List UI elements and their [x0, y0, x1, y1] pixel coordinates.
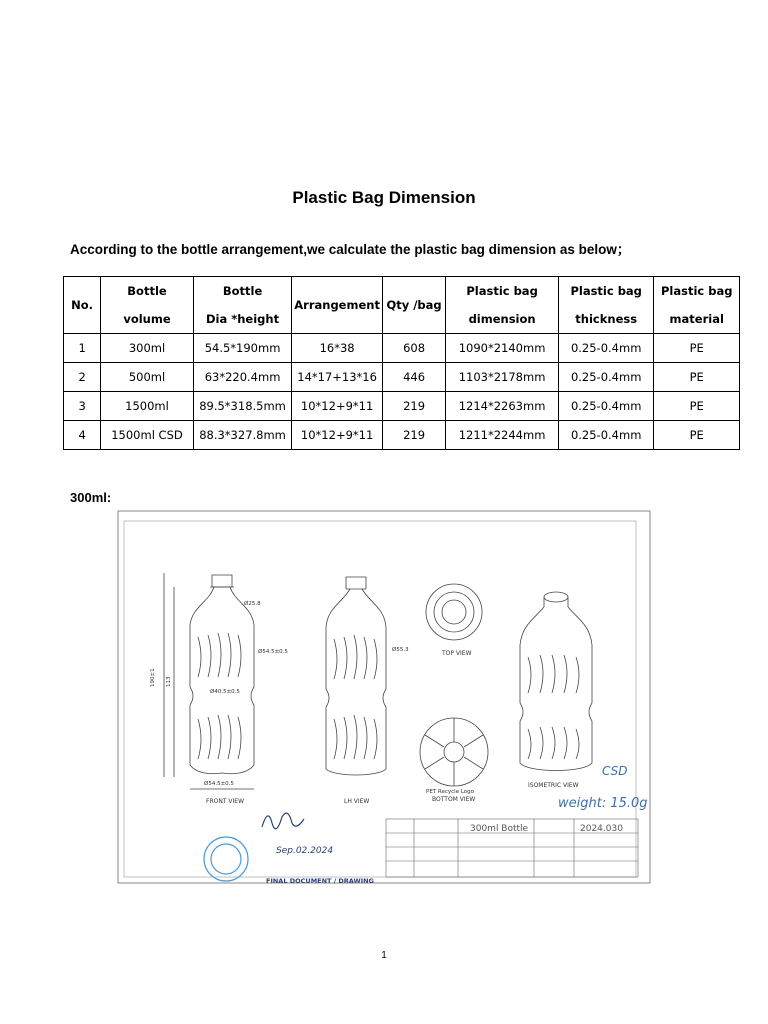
bottom-view-label: BOTTOM VIEW — [432, 796, 476, 803]
cell-no: 2 — [64, 363, 101, 392]
cell-arrangement: 10*12+9*11 — [292, 392, 383, 421]
cell-bag-thickness: 0.25-0.4mm — [558, 421, 654, 450]
table-row — [64, 421, 740, 450]
cell-arrangement: 16*38 — [292, 334, 383, 363]
dim-neck: Ø25.8 — [244, 601, 261, 607]
cell-no: 3 — [64, 392, 101, 421]
cell-dia-height: 88.3*327.8mm — [193, 421, 292, 450]
col-header-bag-thickness: Plastic bag thickness — [558, 277, 654, 334]
col-header-no: No. — [64, 277, 101, 334]
col-header-bag-material: Plastic bag material — [654, 277, 740, 334]
cell-no: 4 — [64, 421, 101, 450]
cell-bag-thickness: 0.25-0.4mm — [558, 334, 654, 363]
title-block-part-name: 300ml Bottle — [470, 824, 529, 834]
cell-qty: 446 — [382, 363, 445, 392]
bag-dimension-table — [63, 276, 740, 450]
dim-base-dia: Ø54.5±0.5 — [204, 781, 234, 787]
table-header-row — [64, 277, 740, 334]
weight-note: weight: 15.0g — [558, 796, 648, 811]
col-header-volume: Bottle volume — [101, 277, 194, 334]
cell-bag-material: PE — [654, 392, 740, 421]
cell-no: 1 — [64, 334, 101, 363]
front-view-label: FRONT VIEW — [206, 798, 245, 805]
csd-note: CSD — [602, 764, 628, 778]
cell-bag-thickness: 0.25-0.4mm — [558, 363, 654, 392]
bottom-view — [420, 718, 488, 786]
front-view-bottle — [164, 573, 254, 789]
bottle-technical-drawing — [114, 507, 654, 887]
cell-bag-dimension: 1103*2178mm — [446, 363, 559, 392]
table-row — [64, 392, 740, 421]
cell-bag-material: PE — [654, 363, 740, 392]
cell-bag-thickness: 0.25-0.4mm — [558, 392, 654, 421]
page-number: 1 — [381, 950, 387, 961]
cell-bag-dimension: 1211*2244mm — [446, 421, 559, 450]
dim-waist-dia: Ø40.5±0.5 — [210, 689, 240, 695]
cell-dia-height: 89.5*318.5mm — [193, 392, 292, 421]
col-header-qty: Qty /bag — [382, 277, 445, 334]
isometric-view-label: ISOMETRIC VIEW — [528, 782, 579, 789]
table-row — [64, 334, 740, 363]
dim-body-dia: Ø54.5±0.5 — [258, 649, 288, 655]
col-header-bag-dimension: Plastic bag dimension — [446, 277, 559, 334]
col-header-dia-height: Bottle Dia *height — [193, 277, 292, 334]
cell-volume: 1500ml CSD — [101, 421, 194, 450]
dim-lh-dia: Ø55.3 — [392, 647, 409, 653]
dim-height: 190±1 — [150, 668, 156, 687]
isometric-view-bottle — [520, 592, 592, 771]
lh-view-bottle — [326, 577, 386, 775]
cell-bag-dimension: 1090*2140mm — [446, 334, 559, 363]
lh-view-label: LH VIEW — [344, 798, 370, 805]
company-stamp — [204, 837, 248, 881]
cell-arrangement: 10*12+9*11 — [292, 421, 383, 450]
cell-dia-height: 54.5*190mm — [193, 334, 292, 363]
top-view — [426, 584, 482, 640]
section-label-300ml: 300ml: — [70, 490, 112, 505]
cell-dia-height: 63*220.4mm — [193, 363, 292, 392]
dim-113: 113 — [166, 676, 172, 687]
intro-text: According to the bottle arrangement,we calculate the plastic bag dimension as below； — [70, 242, 631, 257]
top-view-label: TOP VIEW — [442, 650, 472, 657]
table-row — [64, 363, 740, 392]
cell-bag-material: PE — [654, 421, 740, 450]
cell-qty: 608 — [382, 334, 445, 363]
cell-arrangement: 14*17+13*16 — [292, 363, 383, 392]
cell-qty: 219 — [382, 421, 445, 450]
title-block-drawing-no: 2024.030 — [580, 824, 623, 834]
col-header-arrangement: Arrangement — [292, 277, 383, 334]
cell-volume: 1500ml — [101, 392, 194, 421]
signature — [262, 813, 304, 829]
final-document-stamp: FINAL DOCUMENT / DRAWING — [266, 877, 374, 885]
signature-date: Sep.02.2024 — [276, 846, 334, 856]
cell-bag-dimension: 1214*2263mm — [446, 392, 559, 421]
cell-qty: 219 — [382, 392, 445, 421]
recycle-logo-note: PET Recycle Logo — [426, 789, 475, 795]
page-title: Plastic Bag Dimension — [292, 188, 476, 207]
cell-volume: 300ml — [101, 334, 194, 363]
cell-volume: 500ml — [101, 363, 194, 392]
cell-bag-material: PE — [654, 334, 740, 363]
